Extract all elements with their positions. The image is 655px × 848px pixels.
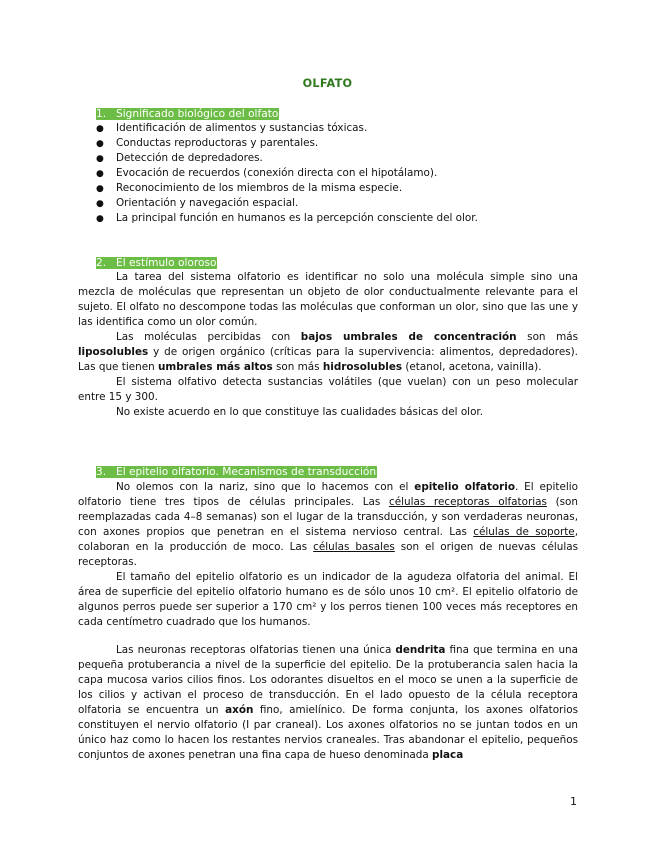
- document-title: OLFATO: [302, 77, 353, 90]
- section-2-title: El estímulo oloroso: [116, 257, 217, 269]
- bullet-icon: ●: [96, 154, 104, 164]
- list-item: ● Conductas reproductoras y parentales.: [96, 136, 478, 151]
- paragraph: Las neuronas receptoras olfatorias tienen una única dendrita fina que termina en una pequeña protuberancia a nivel de la superficie del epitelio. De la protuberancia salen hacia la capa mucosa varios cilios finos. Los odorantes disueltos en el moco se unen a la superficie de los cilios y activan el proceso de transducción. En el lado opuesto de la célula receptora olfatoria se encuentra un axón fino, amielínico. De forma conjunta, los axones olfatorios constituyen el nervio olfatorio (I par craneal). Los axones olfatorios no se juntan todos en un único haz como lo hacen los restantes nervios craneales. Tras abandonar el epitelio, pequeños conjuntos de axones penetran una fina capa de hueso denominada placa: [78, 644, 578, 761]
- list-item: ● Reconocimiento de los miembros de la misma especie.: [96, 181, 478, 196]
- list-item: ● Evocación de recuerdos (conexión directa con el hipotálamo).: [96, 166, 478, 181]
- list-item: ● Identificación de alimentos y sustancias tóxicas.: [96, 121, 478, 136]
- paragraph: Las moléculas percibidas con bajos umbrales de concentración son más liposolubles y de origen orgánico (críticas para la supervivencia: alimentos, depredadores). Las que tienen umbrales más altos son más hidrosolubles (etanol, acetona, vainilla).: [78, 331, 579, 373]
- page-number: 1: [570, 795, 577, 808]
- bullet-icon: ●: [96, 214, 104, 224]
- paragraph: El sistema olfativo detecta sustancias volátiles (que vuelan) con un peso molecular entre 15 y 300.: [78, 376, 578, 403]
- list-item: ● Orientación y navegación espacial.: [96, 196, 478, 211]
- paragraph: No existe acuerdo en lo que constituye las cualidades básicas del olor.: [116, 406, 484, 418]
- section-1-heading: [96, 108, 279, 121]
- bullet-icon: ●: [96, 184, 104, 194]
- section-3-body-continued: [78, 643, 578, 763]
- section-1-title: Significado biológico del olfato: [116, 108, 279, 120]
- bullet-icon: ●: [96, 124, 104, 134]
- bullet-icon: ●: [96, 199, 104, 209]
- section-3-title: El epitelio olfatorio. Mecanismos de transducción: [116, 466, 377, 478]
- paragraph: El tamaño del epitelio olfatorio es un indicador de la agudeza olfatoria del animal. El área de superficie del epitelio olfatorio humano es de sólo unos 10 cm². El epitelio olfatorio de algunos perros puede ser superior a 170 cm² y los perros tienen 100 veces más receptores en cada centímetro cuadrado que los humanos.: [78, 571, 578, 628]
- section-3-heading: [96, 466, 377, 479]
- paragraph: La tarea del sistema olfatorio es identificar no solo una molécula simple sino una mezcla de moléculas que representan un objeto de olor conductualmente relevante para el sujeto. El olfato no descompone todas las moléculas que conforman un olor, sino que las une y las identifica como un olor común.: [78, 271, 578, 328]
- section-3-body: [78, 480, 578, 630]
- section-3-number: 3.: [96, 466, 107, 478]
- bullet-icon: ●: [96, 169, 104, 179]
- section-1-bullet-list: [96, 121, 478, 226]
- section-1-number: 1.: [96, 108, 107, 120]
- list-item: ● Detección de depredadores.: [96, 151, 478, 166]
- section-2-heading: [96, 257, 217, 270]
- paragraph: No olemos con la nariz, sino que lo hacemos con el epitelio olfatorio. El epitelio olfatorio tiene tres tipos de células principales. Las células receptoras olfatorias (son reemplazadas cada 4–8 semanas) son el lugar de la transducción, y son verdaderas neuronas, con axones propios que penetran en el sistema nervioso central. Las células de soporte, colaboran en la producción de moco. Las células basales son el origen de nuevas células receptoras.: [78, 481, 578, 568]
- bullet-icon: ●: [96, 139, 104, 149]
- list-item: ● La principal función en humanos es la percepción consciente del olor.: [96, 211, 478, 226]
- section-2-number: 2.: [96, 257, 107, 269]
- section-2-body: [78, 270, 578, 420]
